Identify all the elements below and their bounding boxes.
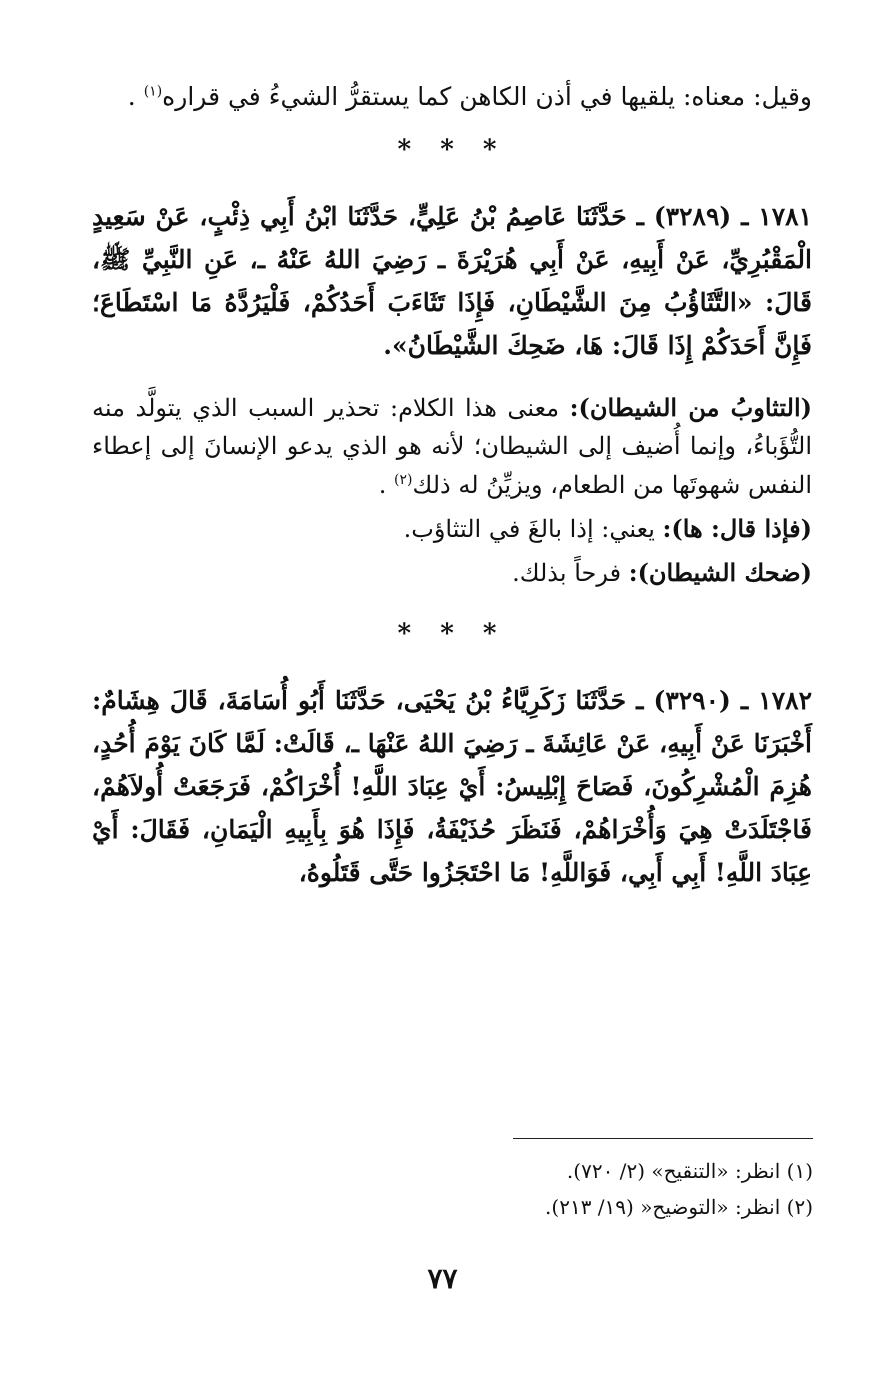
hadith-1781: ١٧٨١ ـ (٣٢٨٩) ـ حَدَّثَنَا عَاصِمُ بْنُ عَلِيٍّ، حَدَّثَنَا ابْنُ أَبِي ذِئْبٍ، عَنْ سَعِيدٍ الْمَقْبُرِيِّ، عَنْ أَبِيهِ، عَنْ أَبِي هُرَيْرَةَ ـ رَضِيَ اللهُ عَنْهُ ـ، عَنِ النَّبِيِّ ﷺ، قَالَ: «التَّثَاؤُبُ مِنَ الشَّيْطَانِ، فَإِذَا تَثَاءَبَ أَحَدُكُمْ، فَلْيَرُدَّهُ مَا اسْتَطَاعَ؛ فَإِنَّ أَحَدَكُمْ إِذَا قَالَ: هَا، ضَحِكَ الشَّيْطَانُ». [92,201,812,360]
commentary-paragraph-2 [92,510,812,548]
section-separator-2: * * * [397,618,507,649]
commentary [92,389,812,593]
commentary-term-1: (التثاوبُ من الشيطان): [569,392,812,422]
commentary-term-3: (ضحك الشيطان): [628,558,812,588]
intro-end: . [127,82,136,111]
footnote-2: (٢) انظر: «التوضيح« (١٩/ ٢١٣). [545,1195,813,1219]
footnote-divider [513,1138,813,1139]
commentary-text-3: فرحاً بذلك. [512,559,629,588]
intro-text: وقيل: معناه: يلقيها في أذن الكاهن كما يستقرُّ الشيءُ في قراره [162,82,812,111]
commentary-text-2: يعني: إذا بالغَ في التثاؤب. [403,514,663,543]
commentary-paragraph-3 [92,554,812,592]
page-body [92,78,812,894]
commentary-end-1: . [378,470,387,499]
page-number: ٧٧ [427,1262,458,1295]
footnote-1: (١) انظر: «التنقيح» (٢/ ٧٢٠). [566,1159,813,1183]
commentary-term-2: (فإذا قال: ها): [662,513,812,543]
footnotes [83,1138,813,1225]
intro-line [92,78,812,117]
commentary-text-1: معنى هذا الكلام: تحذير السبب الذي يتولَّد منه التُّؤَباءُ، وإنما أُضيف إلى الشيطان؛ لأنه هو الذي يدعو الإنسانَ إلى إعطاء النفس شهوتَها من الطعام، ويزيِّنُ له ذلك [92,393,812,499]
section-separator: * * * [397,134,507,165]
footnote-ref-1[interactable]: (١) [143,83,163,100]
hadith-1782: ١٧٨٢ ـ (٣٢٩٠) ـ حَدَّثَنَا زَكَرِيَّاءُ بْنُ يَحْيَى، حَدَّثَنَا أَبُو أُسَامَةَ، قَالَ هِشَامٌ: أَخْبَرَنَا عَنْ أَبِيهِ، عَنْ عَائِشَةَ ـ رَضِيَ اللهُ عَنْهَا ـ، قَالَتْ: لَمَّا كَانَ يَوْمَ أُحُدٍ، هُزِمَ الْمُشْرِكُونَ، فَصَاحَ إِبْلِيسُ: أَيْ عِبَادَ اللَّهِ! أُخْرَاكُمْ، فَرَجَعَتْ أُولاَهُمْ، فَاجْتَلَدَتْ هِيَ وَأُخْرَاهُمْ، فَنَظَرَ حُذَيْفَةُ، فَإِذَا هُوَ بِأَبِيهِ الْيَمَانِ، فَقَالَ: أَيْ عِبَادَ اللَّهِ! أَبِي أَبِي، فَوَاللَّهِ! مَا احْتَجَزُوا حَتَّى قَتَلُوهُ، [92,685,813,887]
commentary-paragraph-1 [92,389,812,504]
footnote-ref-2[interactable]: (٢) [394,471,413,488]
